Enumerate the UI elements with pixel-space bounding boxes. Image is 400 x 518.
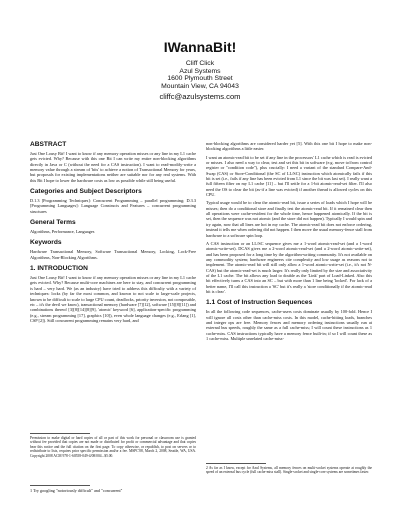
right-paragraph-2: I want an atomic-read bit to be set if any line in the processors' L1 cache which is read is evicted or misses. I also need a way to clear, test and set this bit in software (e.g. move to/from control register or "condition code"), plus crucially: I need a variant of the standard Compare-And-Swap (CAS) or Store-Conditional (the SC of LL/SC) instruction which atomically fails if this bit is set (i.e., fails if any line has been evicted from L1 since the bit was last set). I really want a full fifteen filter on my L1 cache [11] – but I'll settle for a 1-bit atomic-read-set filter. I'll also need the OS to clear the bit (as-if a line was evicted) if another thread is allowed cycles on this CPU. bbox=[206, 154, 372, 198]
author-name: Cliff Click bbox=[185, 60, 215, 67]
introduction-text: Just One Lousy Bit! I want to know if any memory operation misses or any line in my L1 cache gets evicted. Why? Because multi-core machines are here to stay, and concurrent programming is hard – very hard. We (as an industry) have tried to address this difficulty with a variety of techniques: locks (by far the most common, and known to not scale to large-scale projects, known to be difficult to scale to large CPU count, deadlocks, priority inversion, not composable, etc – it's the devil we know), transactional memory (hardware [7][12], software [15][8][11]) and combinations thereof [3][8][14][8][9], 'atomic' keyword [6], application-specific programming (e.g., stream programming [17], graphics [10]), even whole language changes (e.g., Erlang [1], CSP [2]). Still concurrent programming remains very hard, and bbox=[30, 275, 196, 323]
author-street: 1600 Plymouth Street bbox=[167, 75, 233, 83]
section-heading-cost: 1.1 Cost of Instruction Sequences bbox=[206, 299, 313, 307]
introduction-heading: 1. INTRODUCTION bbox=[30, 265, 88, 273]
right-paragraph-1: non-blocking algorithms are considered harder yet [5]. With this one bit I hope to make non-blocking algorithms a little easier. bbox=[206, 141, 372, 152]
right-footnote-rule bbox=[206, 463, 266, 464]
author-affiliation: Azul Systems bbox=[179, 67, 221, 75]
author-city: Mountain View, CA 94043 bbox=[161, 82, 239, 90]
permission-footnote: Permission to make digital or hard copies of all or part of this work for personal or classroom use is granted without fee provided that copies are not made or distributed for profit or commercial advantage and that copies bear this notice and the full citation on the first page. To copy otherwise, or republish, to post on servers or to redistribute to lists, requires prior specific permission and/or a fee. MSPC'08, March 2, 2008, Seattle, WA, USA. Copyright 2008 ACM 978-1-60558-049-4/08/004...$5.00. bbox=[30, 436, 196, 458]
terms-text: Algorithms, Performance, Languages bbox=[30, 229, 95, 235]
memory-fence-footnote: 2 As far as I know, except for Azul Systems, all memory fences on multi-socket systems operate at roughly the speed of an external bus cycle (full cache-miss stall). Single-socket and single-core systems are sometimes faster. bbox=[206, 466, 372, 475]
author-email: cliffc@azulsystems.com bbox=[159, 92, 241, 102]
left-column bbox=[30, 141, 196, 323]
abstract-text: Just One Lousy Bit! I want to know if any memory operation misses or any line in my L1 cache gets evicted. Why? Because with this one Bit I can write my entire non-blocking algorithms directly in Java or C (without the need for a CAS instruction). I want to read-modify-write a memory value through a stream of 'bits' to achieve a notion of Transactional Memory for years, but proposals for existing implementations neither are suitable nor for any real systems. With this Bit I hope to lower the hardware costs as low as possible while still being useful. bbox=[30, 151, 196, 183]
paper-title: IWannaBit! bbox=[163, 39, 237, 55]
right-column bbox=[206, 141, 372, 341]
footnote-rule bbox=[30, 433, 90, 434]
right-paragraph-4: A CAS instruction or an LL/SC sequence gives me a 1-word atomic-read-set (and a 1-word atomic-write-set). DCAS gives me a 2-word atomic-read-set (and a 2-word atomic-write-set), and has been proposed for a long time by the algorithm-writing community. It's not available on any commodity system; hardware engineers cite complexity and low usage as reasons not to implement. The atomic-read bit will still only allow a 1-word atomic-write-set (i.e., it's not N-CAS) but the atomic-read-set is much larger. It's really only limited by the size and associativity of the L1 cache. The bit allows any load to double as the 'Link' part of Load-Linked. Also this bit effectively turns a CAS into an SC – but with more than 1 line being 'locked'. For lack of a better name, I'll call this instruction a 'SC' but it's really a 'store conditionally if the atomic-read bit is clear'. bbox=[206, 240, 372, 294]
categories-text: D.1.3 [Programming Techniques]: Concurrent Programming – parallel programming; D.3.3 [Programming Languages]: Language Constructs and Features – concurrent programming structures bbox=[30, 198, 196, 214]
right-paragraph-3: Typical usage would be to clear the atomic-read bit, issue a series of loads which I hope will be misses; then do a conditional store and finally test the atomic-read bit. If it remained clear then all operations were cache-resident for the whole time, hence happened atomically. If the bit is set, then the sequence was not atomic (and the store did not happen). Typically I would spin and try again, now that all lines are hot in my cache. The atomic-read bit does not enforce ordering, instead it tells me when ordering did not happen. I then move the usual memory-fence stall from hardware to a software spin loop. bbox=[206, 200, 372, 238]
abstract-heading: ABSTRACT bbox=[30, 141, 67, 148]
terms-heading: General Terms bbox=[30, 219, 76, 227]
categories-heading: Categories and Subject Descriptors bbox=[30, 188, 142, 196]
keywords-heading: Keywords bbox=[30, 239, 62, 247]
quote-rule bbox=[30, 485, 90, 486]
google-footnote: 1 Try googling "notoriously difficult" and "concurrent" bbox=[30, 488, 123, 493]
keywords-text: Hardware Transactional Memory, Software Transactional Memory, Locking, Lock-Free Algorithms, Non-Blocking Algorithms. bbox=[30, 249, 196, 260]
right-paragraph-5: In all the following code sequences, cache-users costs dominate usually by 100-fold. Hence I will ignore all costs other than cache-miss costs. In this model, cache-hitting loads, branches and integer ops are free. Memory fences and memory ordering instructions usually run at external bus speeds, roughly the same as a full cache-miss; I will count these instructions as 1 cache-miss. CAS instructions typically have a memory fence built-in; if so I will count these as 1 cache-miss. Multiple unrelated cache-miss- bbox=[206, 309, 372, 341]
author-block bbox=[0, 60, 400, 101]
